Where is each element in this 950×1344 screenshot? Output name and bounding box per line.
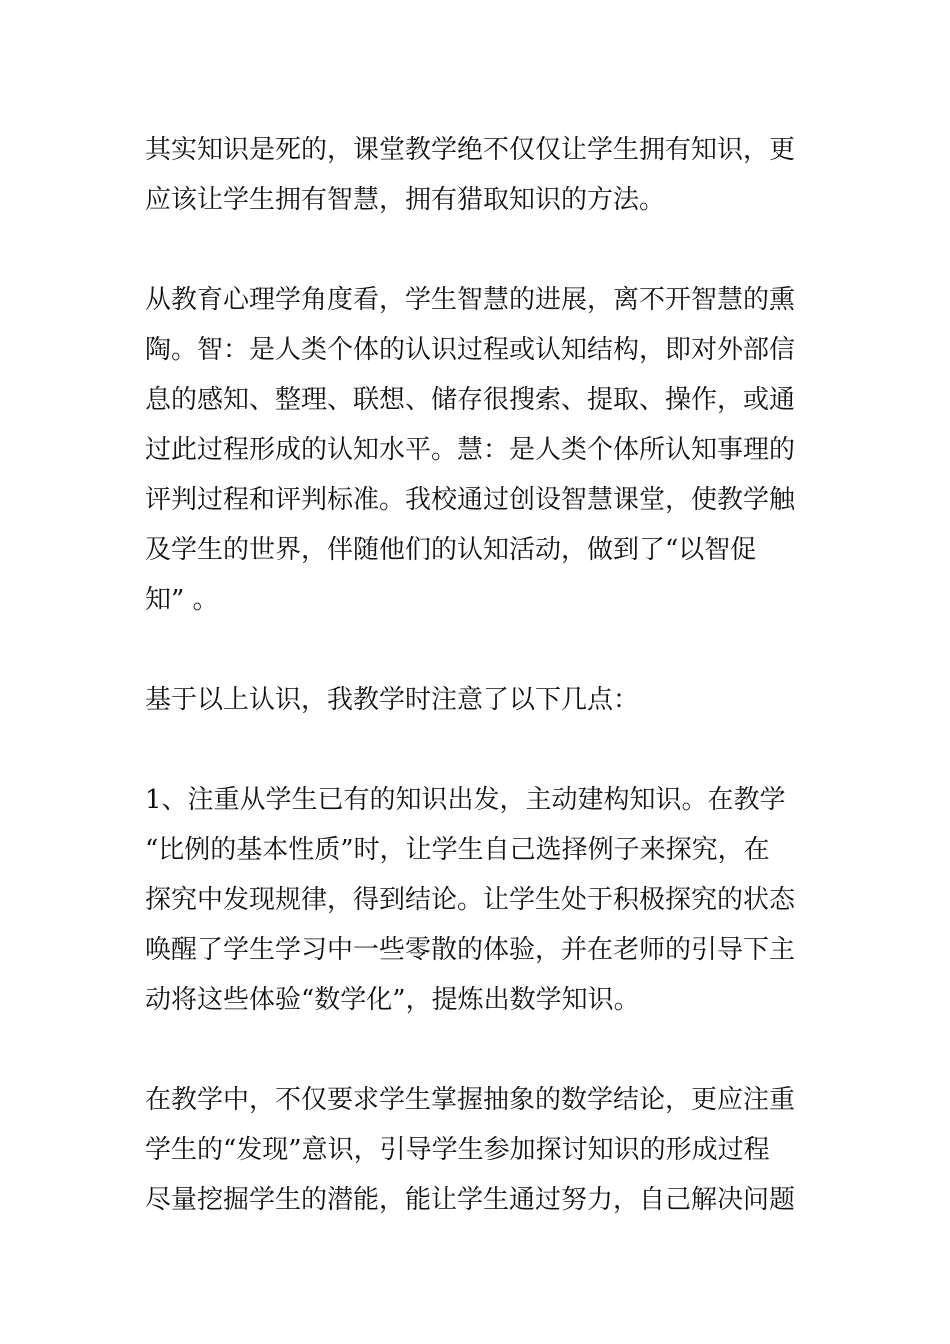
paragraph-5-line-3: 尽量挖掘学生的潜能，能让学生通过努力，自己解决问题 bbox=[145, 1185, 796, 1215]
paragraph-1-line-1: 其实知识是死的，课堂教学绝不仅仅让学生拥有知识，更 bbox=[145, 135, 796, 165]
paragraph-5-line-1: 在教学中，不仅要求学生掌握抽象的数学结论，更应注重 bbox=[145, 1085, 796, 1115]
paragraph-2-line-3: 息的感知、整理、联想、储存很搜索、提取、操作，或通 bbox=[145, 385, 796, 415]
paragraph-4-line-3: 探究中发现规律，得到结论。让学生处于积极探究的状态 bbox=[145, 885, 796, 915]
paragraph-4-line-2: “比例的基本性质”时，让学生自己选择例子来探究，在 bbox=[145, 835, 770, 865]
paragraph-2-line-6: 及学生的世界，伴随他们的认知活动，做到了“以智促 bbox=[145, 535, 757, 565]
paragraph-1-line-2: 应该让学生拥有智慧，拥有猎取知识的方法。 bbox=[145, 185, 666, 215]
paragraph-3-line-1: 基于以上认识，我教学时注意了以下几点： bbox=[145, 685, 640, 715]
paragraph-2-line-1: 从教育心理学角度看，学生智慧的进展，离不开智慧的熏 bbox=[145, 285, 796, 315]
paragraph-4-line-4: 唤醒了学生学习中一些零散的体验，并在老师的引导下主 bbox=[145, 935, 796, 965]
paragraph-2-line-5: 评判过程和评判标准。我校通过创设智慧课堂，使教学触 bbox=[145, 485, 796, 515]
paragraph-2-line-7: 知” 。 bbox=[145, 585, 219, 615]
paragraph-5-line-2: 学生的“发现”意识，引导学生参加探讨知识的形成过程 bbox=[145, 1135, 770, 1165]
paragraph-4-line-1: 1、注重从学生已有的知识出发，主动建构知识。在教学 bbox=[145, 785, 786, 815]
paragraph-4-line-5: 动将这些体验“数学化”，提炼出数学知识。 bbox=[145, 985, 640, 1015]
paragraph-2-line-2: 陶。智：是人类个体的认识过程或认知结构，即对外部信 bbox=[145, 335, 796, 365]
paragraph-2-line-4: 过此过程形成的认知水平。慧：是人类个体所认知事理的 bbox=[145, 435, 796, 465]
